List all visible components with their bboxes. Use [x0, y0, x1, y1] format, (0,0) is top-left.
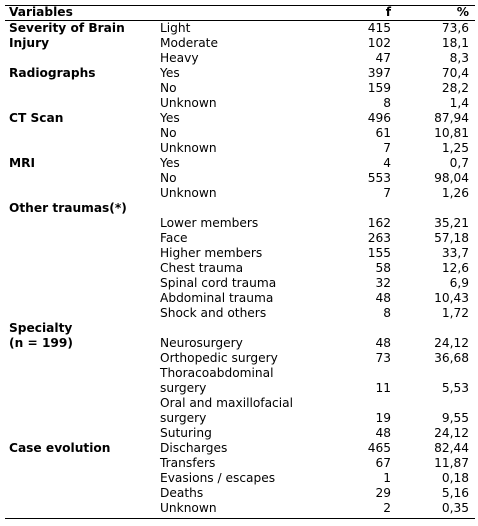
row-percent: 6,9	[449, 276, 469, 290]
row-frequency: 155	[367, 246, 391, 260]
row-item-label: Unknown	[160, 186, 217, 200]
table-row	[5, 36, 475, 51]
row-percent: 24,12	[434, 426, 469, 440]
row-percent: 9,55	[441, 411, 469, 425]
table-row	[5, 381, 475, 396]
table-row	[5, 66, 475, 81]
row-frequency: 48	[375, 426, 391, 440]
table-row	[5, 141, 475, 156]
row-item-label: No	[160, 126, 177, 140]
row-item-label: Discharges	[160, 441, 228, 455]
bottom-rule	[5, 518, 475, 519]
row-percent: 24,12	[434, 336, 469, 350]
row-percent: 1,26	[441, 186, 469, 200]
row-item-label: Orthopedic surgery	[160, 351, 278, 365]
row-frequency: 4	[383, 156, 391, 170]
row-group-label: MRI	[9, 156, 36, 170]
table-row	[5, 426, 475, 441]
table-row	[5, 171, 475, 186]
table-row	[5, 81, 475, 96]
row-item-label: Yes	[160, 111, 180, 125]
table-row	[5, 231, 475, 246]
row-frequency: 47	[375, 51, 391, 65]
row-percent: 28,2	[441, 81, 469, 95]
table-row	[5, 21, 475, 36]
row-percent: 0,7	[449, 156, 469, 170]
row-frequency: 67	[375, 456, 391, 470]
table-row	[5, 411, 475, 426]
row-frequency: 2	[383, 501, 391, 515]
row-frequency: 553	[367, 171, 391, 185]
row-percent: 12,6	[441, 261, 469, 275]
header-pct: %	[456, 5, 469, 19]
row-percent: 18,1	[441, 36, 469, 50]
row-percent: 57,18	[434, 231, 469, 245]
row-item-label: Oral and maxillofacial	[160, 396, 294, 410]
row-item-label: Transfers	[160, 456, 216, 470]
row-item-label: Neurosurgery	[160, 336, 243, 350]
table-row	[5, 336, 475, 351]
row-frequency: 397	[367, 66, 391, 80]
row-item-label: Yes	[160, 66, 180, 80]
table-row	[5, 96, 475, 111]
row-item-label: Abdominal trauma	[160, 291, 274, 305]
row-percent: 36,68	[434, 351, 469, 365]
row-item-label: Deaths	[160, 486, 204, 500]
row-frequency: 19	[375, 411, 391, 425]
table-row	[5, 306, 475, 321]
row-percent: 33,7	[441, 246, 469, 260]
row-frequency: 7	[383, 141, 391, 155]
row-item-label: No	[160, 171, 177, 185]
row-item-label: surgery	[160, 411, 207, 425]
row-group-label: Injury	[9, 36, 50, 50]
table-row	[5, 156, 475, 171]
row-frequency: 1	[383, 471, 391, 485]
row-frequency: 73	[375, 351, 391, 365]
row-frequency: 48	[375, 336, 391, 350]
row-item-label: Spinal cord trauma	[160, 276, 277, 290]
table-row	[5, 366, 475, 381]
table-row	[5, 51, 475, 66]
row-percent: 8,3	[449, 51, 469, 65]
table-row	[5, 246, 475, 261]
row-frequency: 496	[367, 111, 391, 125]
table-row	[5, 471, 475, 486]
row-item-label: Yes	[160, 156, 180, 170]
table-row	[5, 186, 475, 201]
row-percent: 0,18	[441, 471, 469, 485]
row-frequency: 58	[375, 261, 391, 275]
row-percent: 1,25	[441, 141, 469, 155]
row-group-label: CT Scan	[9, 111, 64, 125]
row-group-label: Specialty	[9, 321, 73, 335]
table-row	[5, 486, 475, 501]
row-frequency: 102	[367, 36, 391, 50]
row-item-label: Higher members	[160, 246, 263, 260]
row-item-label: No	[160, 81, 177, 95]
row-item-label: Unknown	[160, 96, 217, 110]
row-frequency: 32	[375, 276, 391, 290]
header-row	[5, 5, 475, 20]
table-row	[5, 276, 475, 291]
table-row	[5, 441, 475, 456]
row-frequency: 48	[375, 291, 391, 305]
table-row	[5, 396, 475, 411]
row-percent: 73,6	[441, 21, 469, 35]
row-item-label: Lower members	[160, 216, 259, 230]
table-row	[5, 216, 475, 231]
row-percent: 5,53	[441, 381, 469, 395]
row-percent: 82,44	[434, 441, 469, 455]
row-group-label: (n = 199)	[9, 336, 73, 350]
row-percent: 1,4	[449, 96, 469, 110]
row-frequency: 415	[367, 21, 391, 35]
row-frequency: 8	[383, 96, 391, 110]
row-item-label: Suturing	[160, 426, 212, 440]
row-percent: 10,43	[434, 291, 469, 305]
row-item-label: Face	[160, 231, 188, 245]
row-frequency: 29	[375, 486, 391, 500]
row-percent: 1,72	[441, 306, 469, 320]
table-row	[5, 321, 475, 336]
table-row	[5, 456, 475, 471]
table-row	[5, 501, 475, 516]
row-item-label: Heavy	[160, 51, 199, 65]
table-row	[5, 291, 475, 306]
header-f: f	[385, 5, 391, 19]
row-item-label: Light	[160, 21, 191, 35]
header-variables: Variables	[9, 5, 73, 19]
row-group-label: Case evolution	[9, 441, 111, 455]
table-row	[5, 111, 475, 126]
row-item-label: Shock and others	[160, 306, 267, 320]
row-frequency: 61	[375, 126, 391, 140]
row-item-label: Unknown	[160, 141, 217, 155]
row-percent: 5,16	[441, 486, 469, 500]
table-row	[5, 351, 475, 366]
row-item-label: surgery	[160, 381, 207, 395]
row-frequency: 159	[367, 81, 391, 95]
table-row	[5, 201, 475, 216]
row-item-label: Moderate	[160, 36, 218, 50]
row-percent: 11,87	[434, 456, 469, 470]
row-frequency: 162	[367, 216, 391, 230]
row-group-label: Other traumas(*)	[9, 201, 127, 215]
table-row	[5, 126, 475, 141]
row-frequency: 8	[383, 306, 391, 320]
row-frequency: 7	[383, 186, 391, 200]
row-group-label: Severity of Brain	[9, 21, 125, 35]
row-group-label: Radiographs	[9, 66, 96, 80]
row-percent: 35,21	[434, 216, 469, 230]
row-item-label: Unknown	[160, 501, 217, 515]
row-item-label: Thoracoabdominal	[160, 366, 274, 380]
row-percent: 0,35	[441, 501, 469, 515]
row-frequency: 465	[367, 441, 391, 455]
row-item-label: Evasions / escapes	[160, 471, 276, 485]
row-frequency: 11	[375, 381, 391, 395]
row-item-label: Chest trauma	[160, 261, 244, 275]
row-percent: 98,04	[434, 171, 469, 185]
row-percent: 70,4	[441, 66, 469, 80]
row-frequency: 263	[367, 231, 391, 245]
row-percent: 10,81	[434, 126, 469, 140]
table-row	[5, 261, 475, 276]
row-percent: 87,94	[434, 111, 469, 125]
